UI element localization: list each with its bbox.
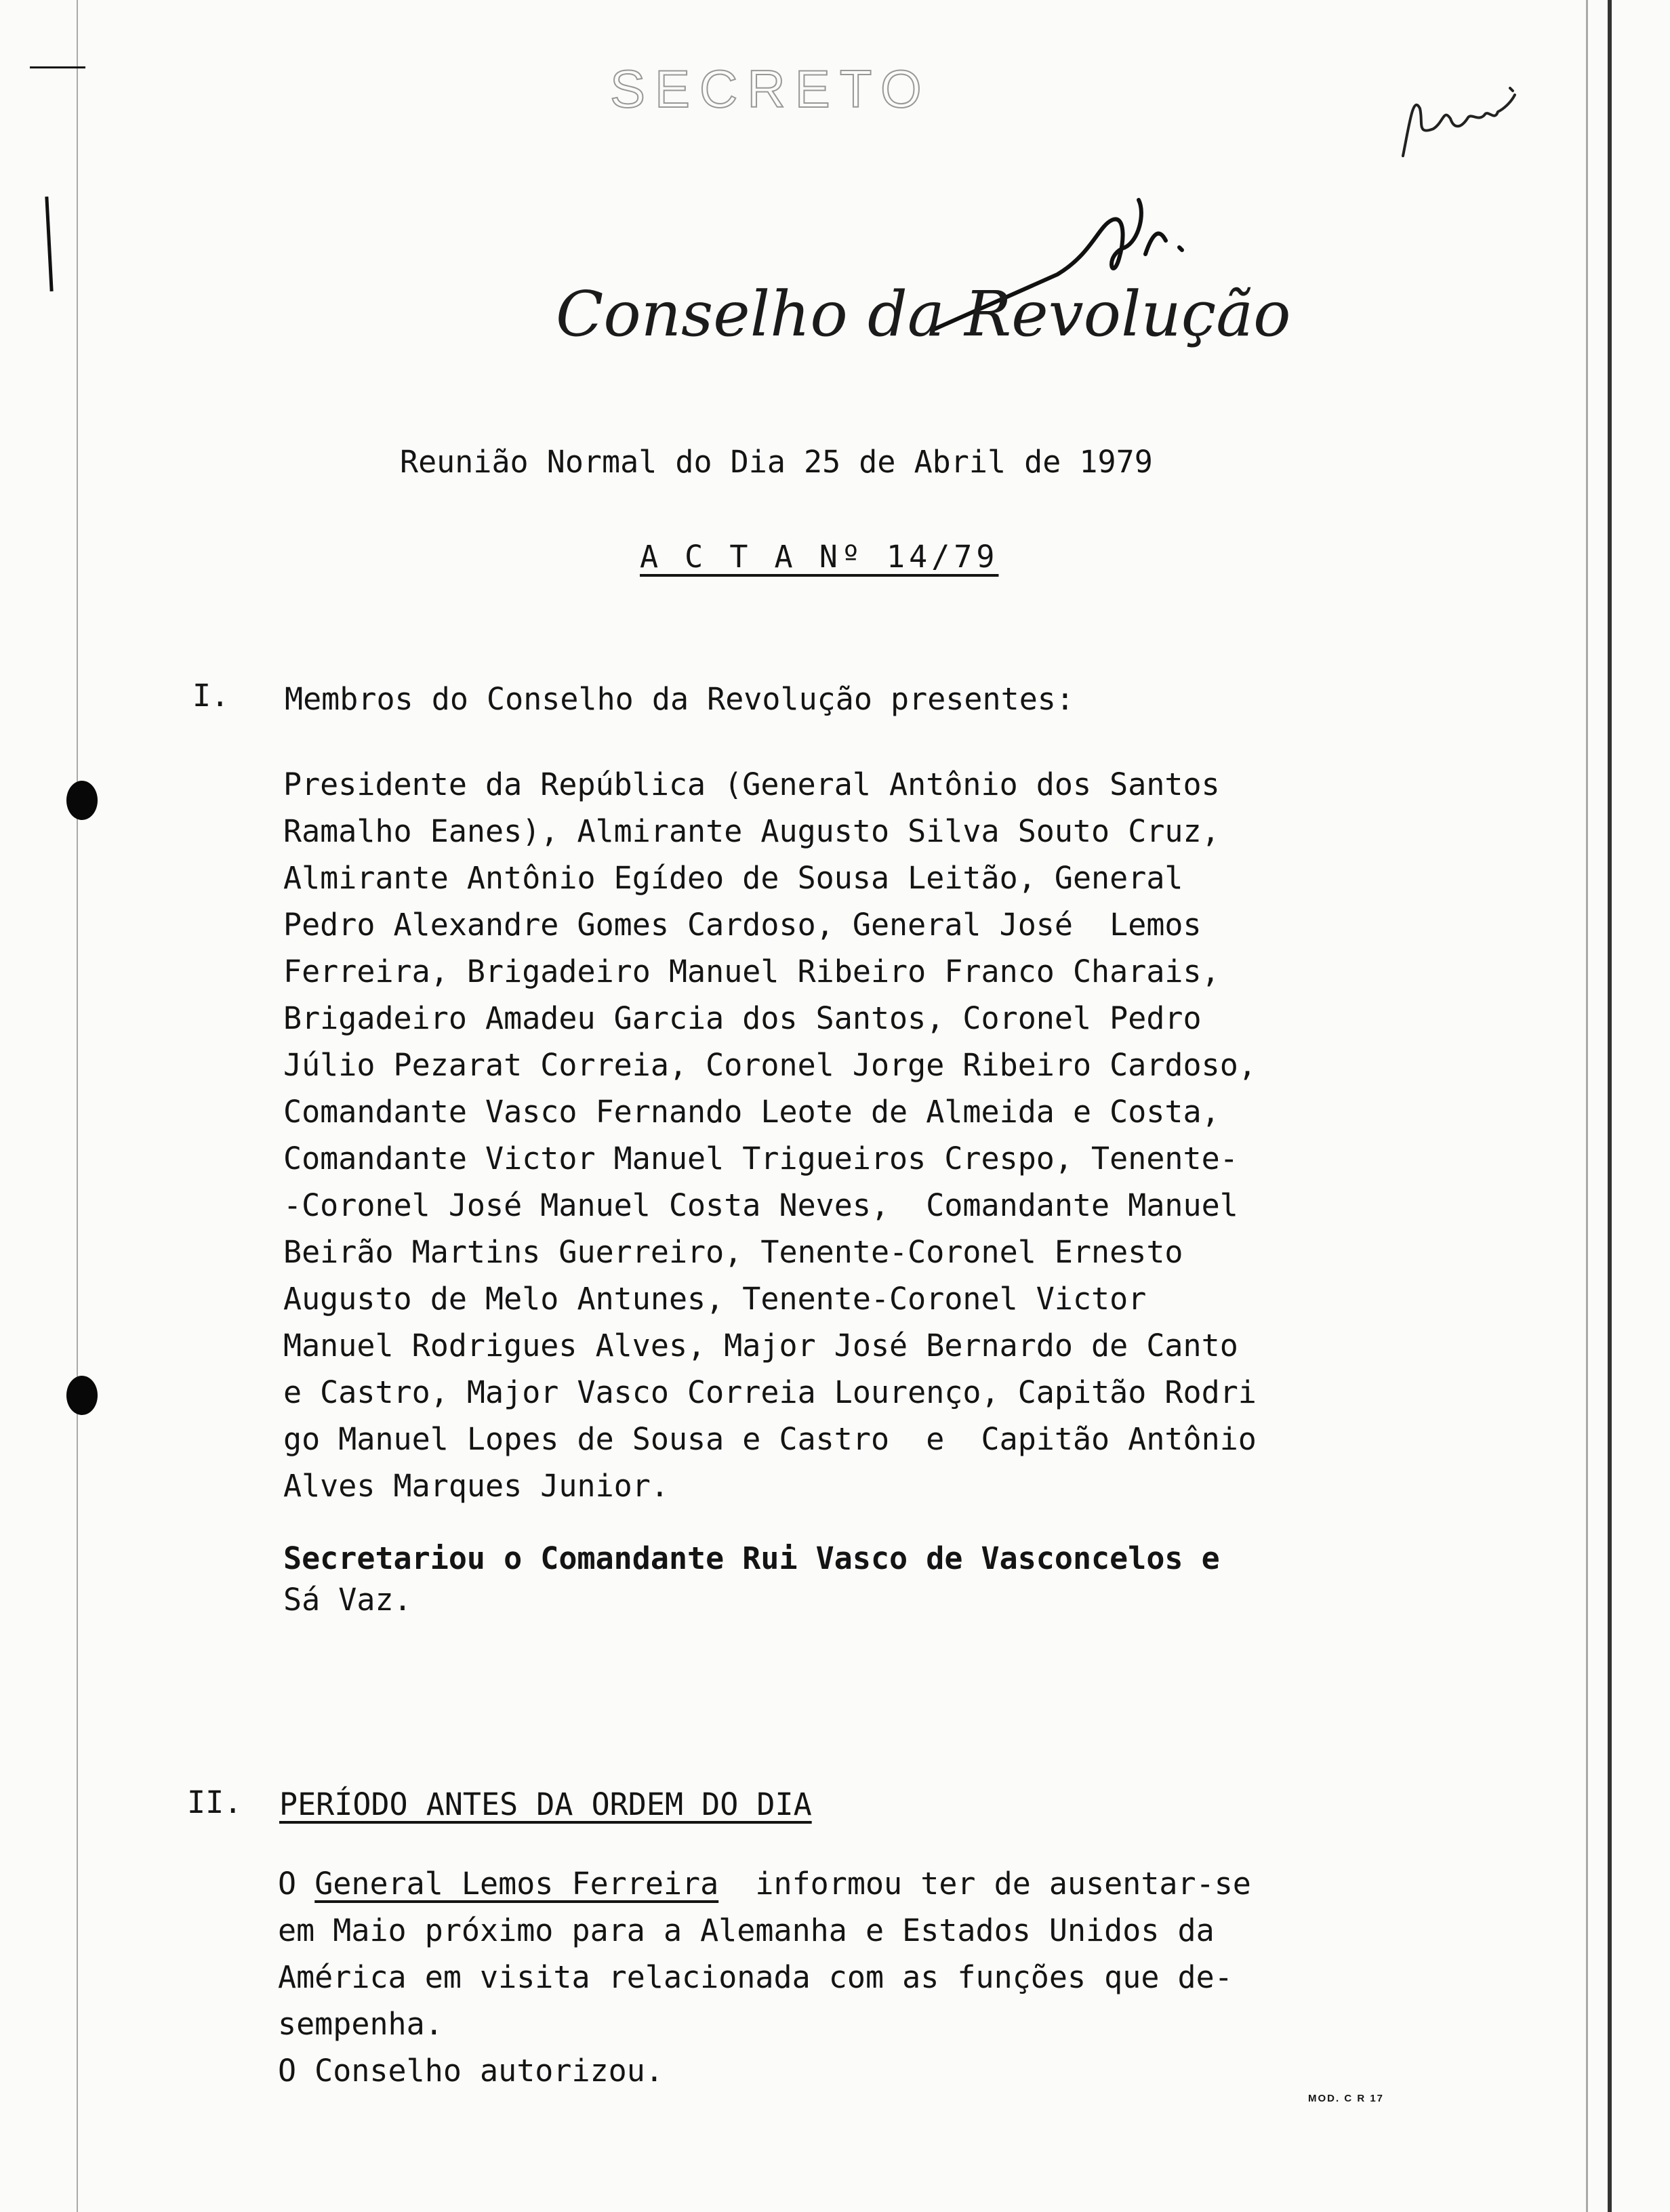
members-line: Almirante Antônio Egídeo de Sousa Leitão, General (283, 860, 1183, 896)
right-edge-line-inner (1586, 0, 1588, 2212)
closing-line: O Conselho autorizou. (278, 2053, 664, 2089)
paragraph-prefix: O (278, 1866, 315, 1902)
members-line: Alves Marques Junior. (283, 1468, 669, 1504)
section-1-heading: Membros do Conselho da Revolução presentes: (285, 681, 1074, 717)
secretary-paragraph (283, 1535, 1220, 1623)
section-2-heading: PERÍODO ANTES DA ORDEM DO DIA (279, 1786, 812, 1822)
members-line: Ramalho Eanes), Almirante Augusto Silva Souto Cruz, (283, 813, 1220, 849)
acta-number: A C T A Nº 14/79 (640, 539, 999, 575)
letterhead-title: Conselho da Revolução (556, 278, 1291, 350)
paragraph-line: em Maio próximo para a Alemanha e Estados Unidos da (278, 1912, 1215, 1948)
meeting-line: Reunião Normal do Dia 25 de Abril de 1979 (400, 444, 1153, 480)
paragraph-line-1 (278, 1860, 1251, 1907)
members-line: Beirão Martins Guerreiro, Tenente-Coronel Ernesto (283, 1234, 1183, 1270)
members-line: Pedro Alexandre Gomes Cardoso, General José Lemos (283, 907, 1202, 943)
punch-hole-bottom (66, 1376, 98, 1415)
members-line: e Castro, Major Vasco Correia Lourenço, Capitão Rodri (283, 1374, 1257, 1410)
members-line: Ferreira, Brigadeiro Manuel Ribeiro Franco Charais, (283, 954, 1220, 989)
member-name: General Lemos Ferreira (314, 1866, 719, 1902)
form-code: MOD. C R 17 (1308, 2093, 1385, 2104)
paragraph-line: sempenha. (278, 2006, 443, 2042)
members-line: Presidente da República (General Antônio dos Santos (283, 766, 1220, 802)
members-line: -Coronel José Manuel Costa Neves, Comandante Manuel (283, 1187, 1238, 1223)
paragraph-continuation: informou ter de ausentar-se (718, 1866, 1251, 1902)
section-2-numeral: II. (187, 1784, 243, 1820)
left-margin-tick (45, 197, 53, 291)
members-line: Brigadeiro Amadeu Garcia dos Santos, Coronel Pedro (283, 1000, 1202, 1036)
members-line: go Manuel Lopes de Sousa e Castro e Capitão Antônio (283, 1421, 1257, 1457)
handwritten-initials (1396, 81, 1532, 169)
secretary-line: Sá Vaz. (283, 1582, 412, 1618)
secretary-line: Secretariou o Comandante Rui Vasco de Vasconcelos e (283, 1540, 1220, 1576)
section-2-paragraph (278, 1860, 1251, 2094)
secret-stamp: SECRETO (610, 59, 931, 119)
punch-hole-top (66, 781, 98, 820)
members-list (283, 761, 1257, 1509)
paragraph-line: América em visita relacionada com as funções que de- (278, 1959, 1233, 1995)
section-1-numeral: I. (192, 678, 230, 714)
members-line: Júlio Pezarat Correia, Coronel Jorge Ribeiro Cardoso, (283, 1047, 1257, 1083)
members-line: Manuel Rodrigues Alves, Major José Bernardo de Canto (283, 1328, 1238, 1364)
right-edge-line (1608, 0, 1612, 2212)
left-vertical-line (77, 0, 78, 2212)
members-line: Comandante Vasco Fernando Leote de Almeida e Costa, (283, 1094, 1220, 1130)
members-line: Augusto de Melo Antunes, Tenente-Coronel Victor (283, 1281, 1147, 1317)
members-line: Comandante Victor Manuel Trigueiros Crespo, Tenente- (283, 1141, 1238, 1176)
